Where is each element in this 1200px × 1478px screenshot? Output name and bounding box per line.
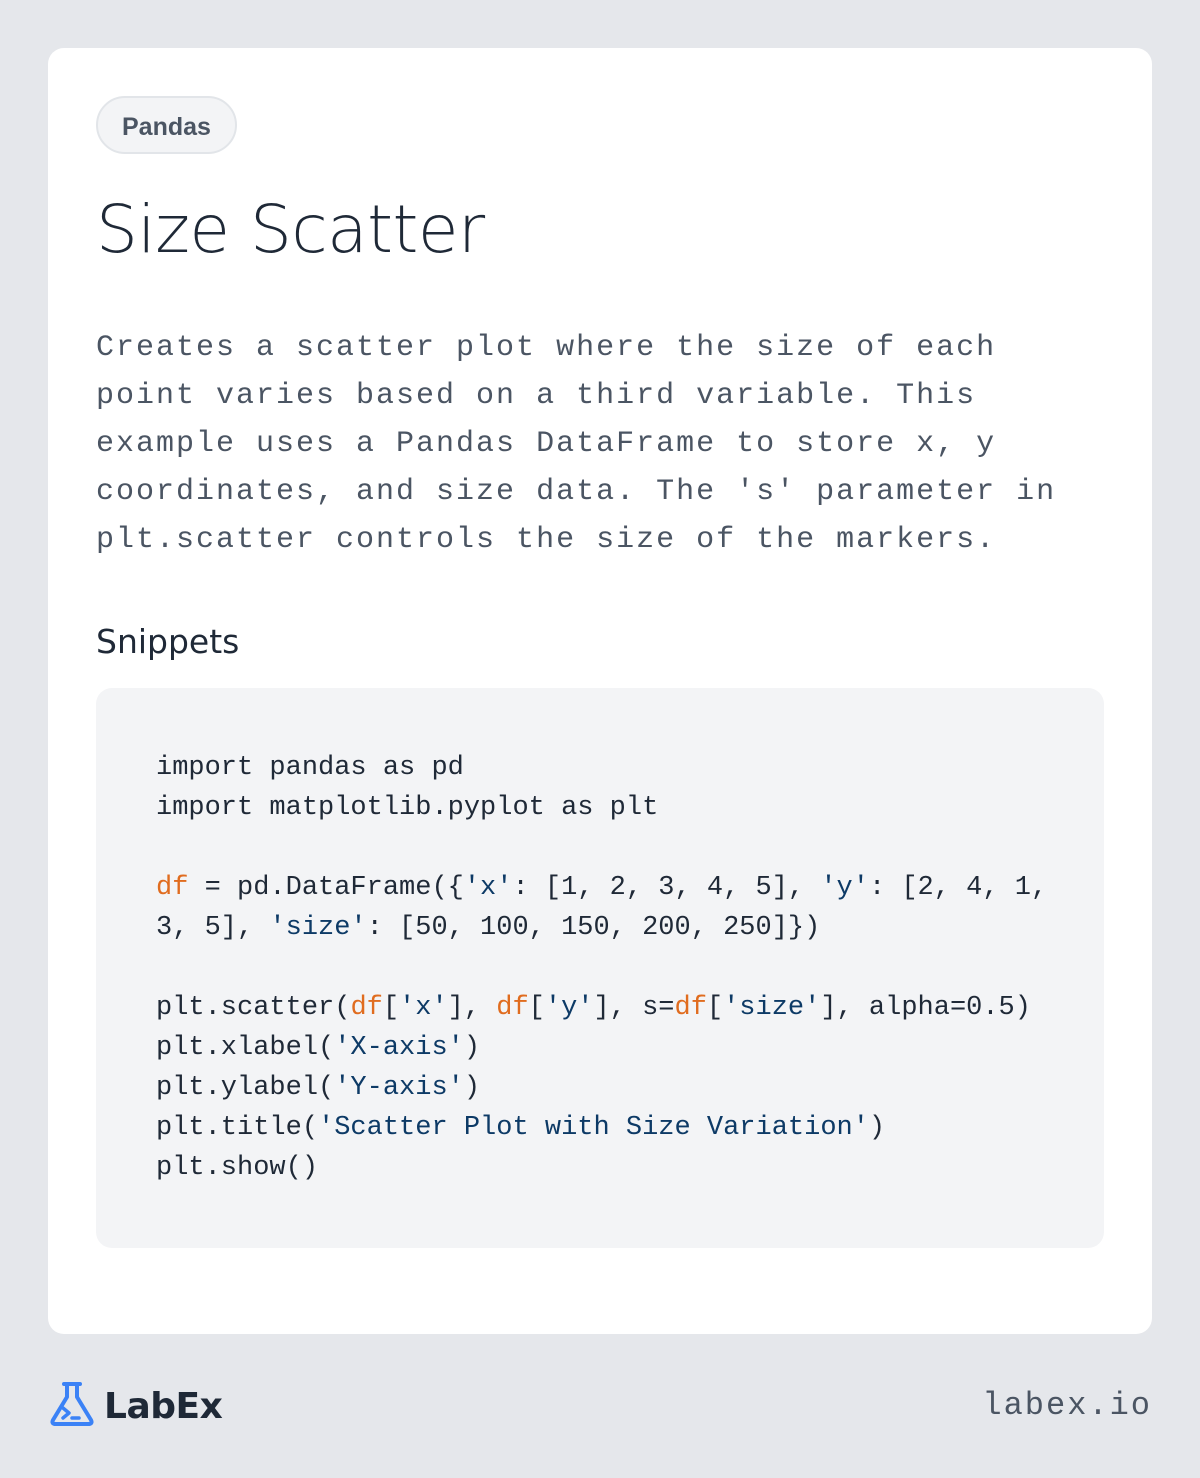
- code-snippet-block[interactable]: [96, 688, 1104, 1248]
- content-card: [48, 48, 1152, 1334]
- code-line: import matplotlib.pyplot as plt: [156, 793, 659, 823]
- code-line: plt.scatter(df['x'], df['y'], s=df['size'], alpha=0.5): [156, 993, 1031, 1023]
- code-line: plt.show(): [156, 1153, 319, 1183]
- flask-terminal-icon: [48, 1380, 96, 1433]
- code-line: plt.title('Scatter Plot with Size Variation'): [156, 1113, 886, 1143]
- logo-wordmark: LabEx: [104, 1385, 223, 1427]
- code-line: plt.ylabel('Y-axis'): [156, 1073, 481, 1103]
- code-line: 3, 5], 'size': [50, 100, 150, 200, 250]}): [156, 913, 821, 943]
- snippets-heading: Snippets: [96, 622, 240, 661]
- labex-logo[interactable]: [48, 1382, 222, 1430]
- page-title: Size Scatter: [96, 191, 485, 268]
- category-tag[interactable]: Pandas: [96, 96, 237, 154]
- code-line: plt.xlabel('X-axis'): [156, 1033, 481, 1063]
- code-line: df = pd.DataFrame({'x': [1, 2, 3, 4, 5], 'y': [2, 4, 1,: [156, 873, 1048, 903]
- code-text: [156, 748, 1048, 1188]
- code-line: import pandas as pd: [156, 753, 464, 783]
- description-text: Creates a scatter plot where the size of each point varies based on a third variable. This example uses a Pandas DataFrame to store x, y coordinates, and size data. The 's' parameter in plt.scatter controls the size of the markers.: [96, 331, 1057, 557]
- site-url[interactable]: labex.io: [982, 1387, 1152, 1424]
